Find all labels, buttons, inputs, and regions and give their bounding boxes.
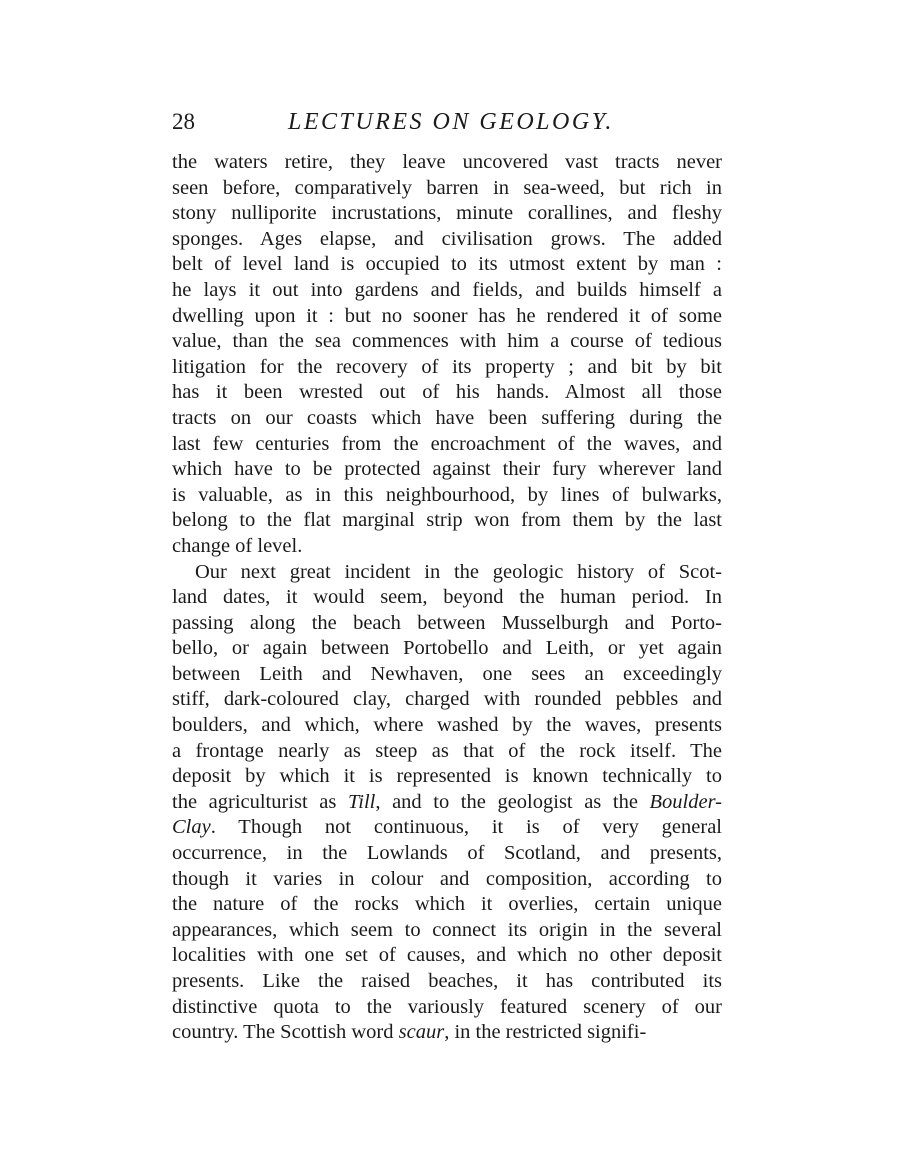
text-segment: litigation for the recovery of its property ; and bit by bit (172, 355, 722, 378)
text-segment: appearances, which seem to connect its origin in the several (172, 918, 722, 941)
text-segment: change of level. (172, 534, 303, 557)
text-line (172, 432, 722, 458)
text-segment: , in the restricted signifi- (444, 1021, 647, 1044)
text-line (172, 508, 722, 534)
text-line (172, 969, 722, 995)
text-line (172, 380, 722, 406)
body-text (172, 150, 722, 1046)
text-segment: boulders, and which, where washed by the waves, presents (172, 714, 722, 737)
text-segment: stony nulliporite incrustations, minute corallines, and fleshy (172, 202, 722, 225)
text-segment: deposit by which it is represented is known technically to (172, 765, 722, 788)
text-segment: sponges. Ages elapse, and civilisation grows. The added (172, 227, 722, 250)
text-segment: , and to the geologist as the (375, 790, 650, 813)
text-segment: value, than the sea commences with him a course of tedious (172, 330, 722, 353)
text-line (172, 201, 722, 227)
text-line (172, 918, 722, 944)
text-segment: passing along the beach between Musselburgh and Porto- (172, 611, 722, 634)
text-line (172, 687, 722, 713)
text-segment: between Leith and Newhaven, one sees an exceedingly (172, 662, 722, 685)
text-line (172, 176, 722, 202)
text-line (172, 713, 722, 739)
text-line (172, 406, 722, 432)
text-segment: the waters retire, they leave uncovered vast tracts never (172, 151, 722, 173)
text-line (172, 662, 722, 688)
text-segment: dwelling upon it : but no sooner has he rendered it of some (172, 304, 722, 327)
text-line (172, 636, 722, 662)
text-line (172, 534, 722, 560)
page-number: 28 (172, 109, 195, 134)
text-line (172, 278, 722, 304)
text-line (172, 892, 722, 918)
text-line (172, 867, 722, 893)
text-line (172, 585, 722, 611)
text-segment: presents. Like the raised beaches, it has contributed its (172, 970, 722, 992)
text-line (172, 995, 722, 1021)
text-line (172, 841, 722, 867)
text-line (172, 150, 722, 176)
italic-text: Boulder- (649, 790, 722, 813)
text-segment: last few centuries from the encroachment of the waves, and (172, 432, 722, 455)
text-line (172, 1020, 722, 1046)
text-line (172, 355, 722, 381)
text-line (172, 560, 722, 586)
text-segment: country. The Scottish word (172, 1021, 399, 1044)
text-line (172, 943, 722, 969)
text-segment: seen before, comparatively barren in sea-weed, but rich in (172, 176, 722, 199)
text-segment: the agriculturist as (172, 790, 348, 813)
text-segment: Our next great incident in the geologic history of Scot- (195, 560, 722, 583)
text-segment: bello, or again between Portobello and Leith, or yet again (172, 637, 722, 660)
text-segment: belt of level land is occupied to its utmost extent by man : (172, 253, 722, 276)
text-segment: localities with one set of causes, and which no other deposit (172, 944, 722, 967)
text-segment: stiff, dark-coloured clay, charged with rounded pebbles and (172, 688, 722, 711)
text-segment: tracts on our coasts which have been suffering during the (172, 406, 722, 429)
text-line (172, 739, 722, 765)
text-segment: land dates, it would seem, beyond the human period. In (172, 586, 722, 609)
text-segment: distinctive quota to the variously featured scenery of our (172, 995, 722, 1018)
text-line (172, 764, 722, 790)
italic-text: scaur (398, 1021, 445, 1044)
text-segment: though it varies in colour and composition, according to (172, 867, 722, 890)
text-segment: has it been wrested out of his hands. Almost all those (172, 381, 722, 404)
text-line (172, 457, 722, 483)
text-segment: he lays it out into gardens and fields, and builds himself a (172, 278, 722, 301)
text-line (172, 329, 722, 355)
italic-text: Clay (172, 816, 211, 839)
text-line (172, 252, 722, 278)
text-segment: . Though not continuous, it is of very general (210, 816, 722, 839)
text-line (172, 815, 722, 841)
text-segment: which have to be protected against their fury wherever land (172, 458, 722, 481)
italic-text: Till (347, 790, 376, 813)
text-segment: the nature of the rocks which it overlies, certain unique (172, 893, 722, 916)
text-segment: belong to the flat marginal strip won from them by the last (172, 509, 722, 532)
page-header (172, 105, 722, 139)
text-line (172, 304, 722, 330)
text-segment: a frontage nearly as steep as that of the rock itself. The (172, 739, 722, 762)
text-segment: is valuable, as in this neighbourhood, by lines of bulwarks, (172, 483, 722, 506)
text-line (172, 483, 722, 509)
text-segment: occurrence, in the Lowlands of Scotland, and presents, (172, 842, 722, 865)
text-line (172, 611, 722, 637)
text-line (172, 790, 722, 816)
running-title: LECTURES ON GEOLOGY. (288, 109, 614, 135)
text-line (172, 227, 722, 253)
